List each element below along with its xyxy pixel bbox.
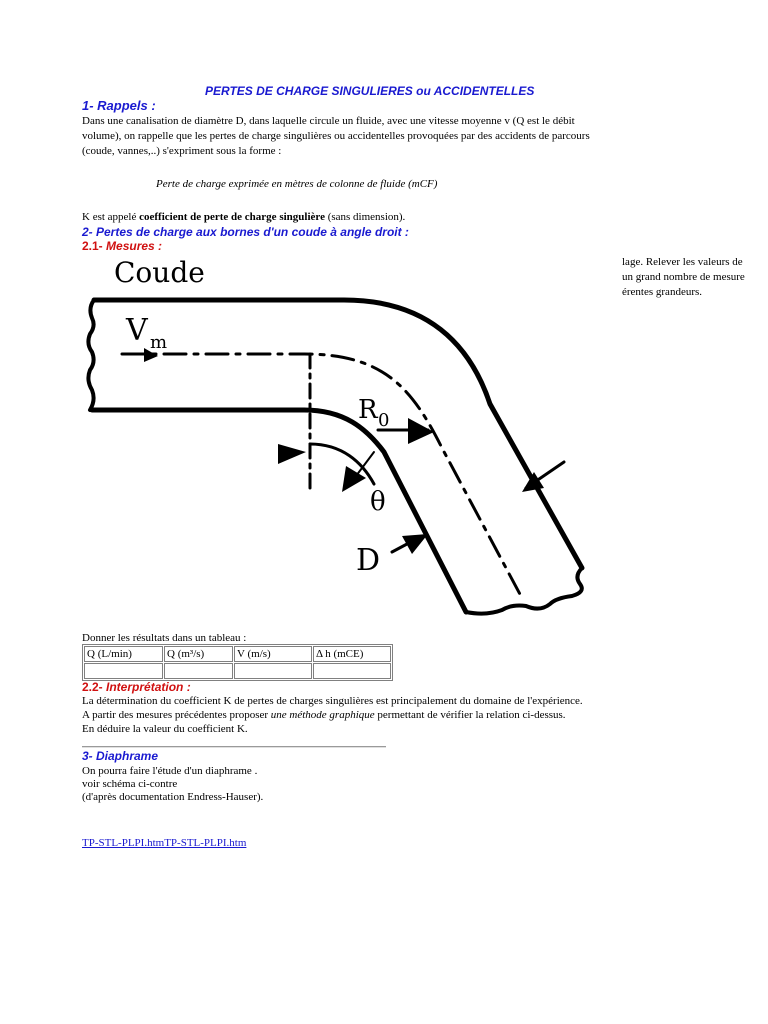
section-2-2-heading [82, 680, 191, 694]
header-q-lmin: Q (L/min) [84, 646, 163, 662]
section-2-1-heading [82, 239, 162, 253]
k-prefix: K est appelé [82, 211, 140, 223]
formula-caption: Perte de charge exprimée en mètres de colonne de fluide (mCF) [156, 178, 438, 190]
interp-suffix: permettant de vérifier la relation ci-dessus. [374, 709, 566, 721]
header-dh: Δ h (mCE) [313, 646, 391, 662]
figure-title: Coude [114, 256, 205, 289]
k-suffix: (sans dimension). [324, 211, 406, 223]
page-title: PERTES DE CHARGE SINGULIERES ou ACCIDENTELLES [205, 84, 535, 98]
table-cell[interactable] [84, 663, 163, 679]
section-1-line-2: volume), on rappelle que les pertes de charge singulières ou accidentelles provoquées par des accidents de parcours [82, 130, 590, 142]
section-2-heading: 2- Pertes de charge aux bornes d'un coude à angle droit : [82, 225, 409, 239]
section-3-heading: 3- Diaphrame [82, 749, 159, 763]
section-3-line-3: (d'après documentation Endress-Hauser). [82, 791, 264, 803]
interpretation-line-3: En déduire la valeur du coefficient K. [82, 723, 248, 735]
label-vm: V [126, 313, 148, 348]
label-d: D [356, 543, 381, 578]
table-header-row [84, 646, 391, 662]
section-3-line-1: On pourra faire l'étude d'un diaphrame . [82, 765, 258, 777]
divider [82, 746, 386, 748]
section-1-heading: 1- Rappels : [82, 98, 156, 113]
interpretation-line-2 [82, 708, 566, 722]
section-1-line-3: (coude, vannes,..) s'expriment sous la forme : [82, 145, 282, 157]
interpretation-line-1: La détermination du coefficient K de pertes de charges singulières est principalement du domaine de l'expérience. [82, 695, 583, 707]
side-text-line-2: un grand nombre de mesure [622, 271, 745, 283]
table-intro: Donner les résultats dans un tableau : [82, 632, 247, 644]
results-table [82, 644, 393, 681]
label-r0: R [358, 395, 378, 425]
elbow-diagram [82, 252, 602, 624]
table-cell[interactable] [234, 663, 312, 679]
footer-link[interactable]: TP-STL-PLPI.htmTP-STL-PLPI.htm [82, 837, 247, 849]
section-3-line-2: voir schéma ci-contre [82, 778, 178, 790]
k-definition [82, 210, 405, 224]
k-bold: coefficient de perte de charge singulière [139, 211, 325, 223]
side-text-line-1: lage. Relever les valeurs de [622, 256, 743, 268]
section-2-2-number: 2.2- [82, 680, 103, 694]
header-q-m3s: Q (m³/s) [164, 646, 233, 662]
header-v: V (m/s) [234, 646, 312, 662]
label-theta: θ [370, 487, 386, 517]
section-2-1-number: 2.1- [82, 239, 103, 253]
interp-italic: une méthode graphique [270, 709, 375, 721]
side-text-line-3: érentes grandeurs. [622, 286, 703, 298]
section-2-2-label: Interprétation : [102, 680, 191, 694]
section-1-line-1: Dans une canalisation de diamètre D, dans laquelle circule un fluide, avec une vitesse moyenne v (Q est le débit [82, 115, 575, 127]
table-row [84, 663, 391, 679]
section-2-1-label: Mesures : [102, 239, 163, 253]
table-cell[interactable] [313, 663, 391, 679]
table-cell[interactable] [164, 663, 233, 679]
interp-prefix: A partir des mesures précédentes proposer [82, 709, 271, 721]
label-vm-sub: m [150, 332, 168, 353]
label-r0-sub: 0 [378, 410, 390, 431]
